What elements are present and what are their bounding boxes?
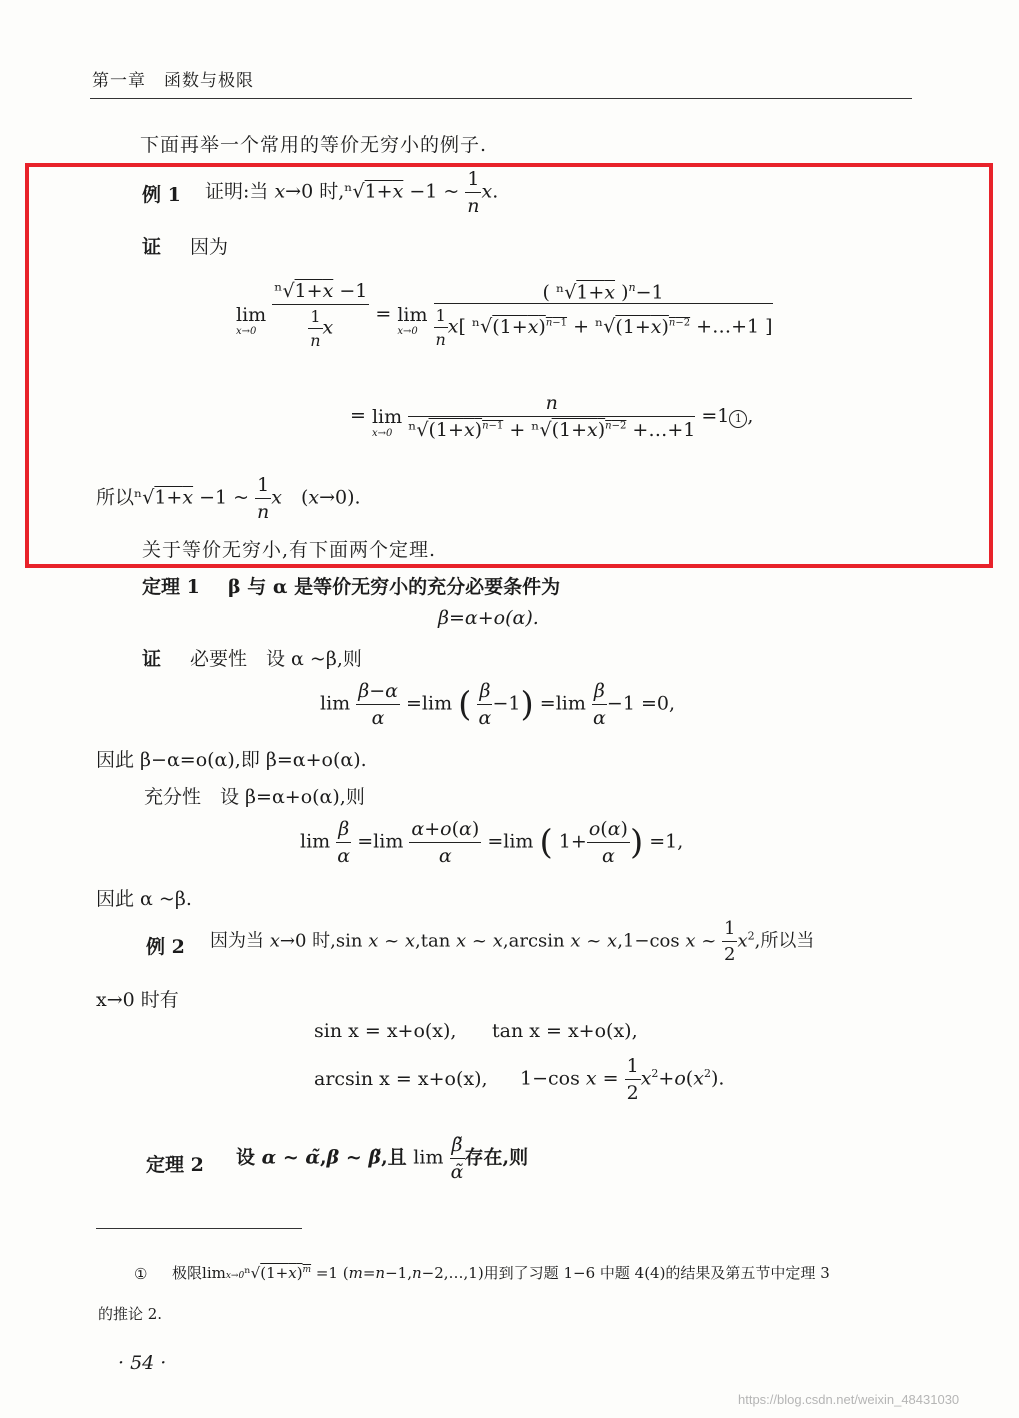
example2-eq-c: arcsin x = x+o(x), (314, 1068, 488, 1090)
example1-conclusion: 所以ⁿ√1+x −1 ~ $\frac{1}{n}$ x (x→0). (96, 474, 361, 523)
example1-label: 例 1 (142, 184, 181, 206)
necessity-eq: lim $\frac{\beta-\alpha}{\alpha}$ =lim ( $\frac{\beta}{\alpha}$ −1) =lim $\frac{\beta}{\alpha}$ −1 =0, (320, 680, 676, 729)
footnote-marker: ① (134, 1265, 148, 1283)
header-rule (90, 98, 912, 99)
example2-label: 例 2 (146, 936, 185, 958)
chapter-header: 第一章 函数与极限 (92, 71, 254, 91)
example2-eq-d: 1−cos x = $\frac{1}{2}$ $x^2+o(x^2)$. (520, 1055, 725, 1104)
sufficiency-text: 充分性 设 β=α+o(α),则 (144, 786, 365, 808)
theorem1-formula: β=α+o(α). (438, 607, 539, 629)
proof-label-2: 证 (142, 648, 162, 670)
example2-line1: 因为当 x→0 时,sin x ~ x,tan x ~ x,arcsin x ~ x,1−cos x ~ $\frac{1}{2}$ $x^2$,所以当 (210, 918, 815, 965)
proof-label-1: 证 (142, 236, 162, 258)
example2-line2: x→0 时有 (96, 989, 179, 1011)
theorem2-statement: 设 α ~ α̃,β ~ β̃,且 lim $\frac{\betã}{\alphã}$ 存在,则 (236, 1134, 529, 1183)
example2-eq-a: sin x = x+o(x), (314, 1020, 457, 1042)
proof-intro-1: 因为 (190, 236, 229, 258)
page-number: · 54 · (118, 1352, 167, 1374)
sufficiency-eq: lim $\frac{\beta}{\alpha}$ =lim $\frac{\alpha+o(\alpha)}{\alpha}$ =lim ( 1+ $\frac{o(\alpha)}{\alpha}$ ) =1, (300, 818, 684, 867)
theorem2-label: 定理 2 (146, 1154, 204, 1176)
necessity-conclusion: 因此 β−α=o(α),即 β=α+o(α). (96, 749, 367, 771)
footnote-line1: 极限$\lim x\to 0^n√(1+x)^m =1$ (m=n−1,n−2,…,1)用到了习题 1−6 中题 4(4)的结果及第五节中定理 3 (172, 1264, 830, 1282)
theorem1-statement: β 与 α 是等价无穷小的充分必要条件为 (228, 576, 561, 598)
example1-eq1: lim x→0 ⁿ√1+x −1 $\frac{1}{n}$ x = lim x→0 ( ⁿ√1+x )$^n$−1 $\frac{1}{n}$ x[ $^n√(1+x)^{n-1} + ^n√(1+x)^{n-2}$ +…+1 ] (236, 280, 773, 350)
example1-statement: 证明:当 x→0 时,ⁿ√1+x −1 ~ $\frac{1}{n}$ x. (205, 168, 499, 217)
necessity-text: 必要性 设 α ~β,则 (190, 648, 362, 670)
sufficiency-conclusion: 因此 α ~β. (96, 888, 192, 910)
footnote-rule (96, 1228, 302, 1229)
intro-text: 下面再举一个常用的等价无穷小的例子. (140, 134, 488, 156)
example1-after: 关于等价无穷小,有下面两个定理. (142, 539, 437, 561)
watermark: https://blog.csdn.net/weixin_48431030 (738, 1392, 960, 1407)
footnote-line2: 的推论 2. (98, 1305, 163, 1323)
example1-eq2: = lim x→0 $\frac{n}{^n√(1+x)^{n-1} + ^n√(1+x)^{n-2} +\dots+1}$ =1 1 , (350, 392, 754, 441)
theorem1-label: 定理 1 (142, 576, 200, 598)
example2-eq-b: tan x = x+o(x), (492, 1020, 638, 1042)
